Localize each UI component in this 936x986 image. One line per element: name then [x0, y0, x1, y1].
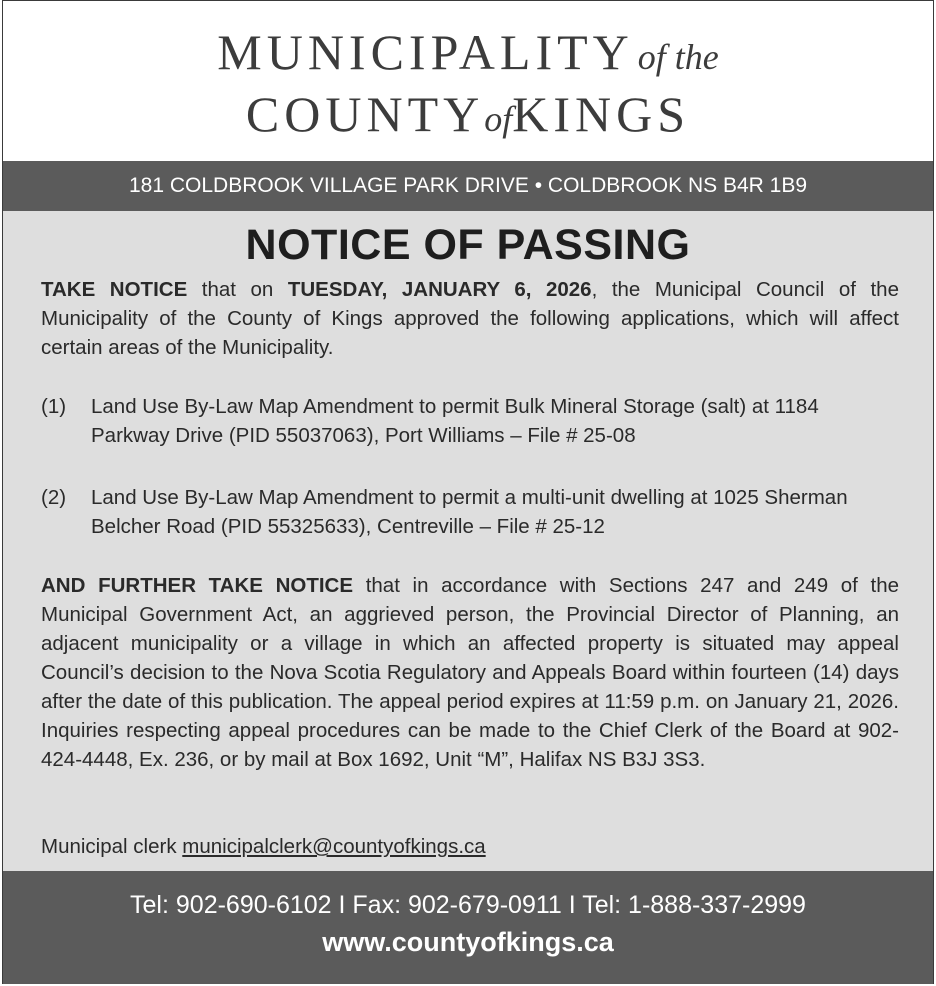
clerk-email-link[interactable]: municipalclerk@countyofkings.ca — [182, 835, 486, 858]
item-text: Land Use By-Law Map Amendment to permit a multi-unit dwelling at 1025 Sherman Belcher Road (PID 55325633), Centreville – File # 25-12 — [91, 486, 848, 538]
logo-municipality: MUNICIPALITY — [217, 24, 634, 80]
item-number: (1) — [41, 395, 67, 418]
intro-lead: TAKE NOTICE — [41, 278, 188, 301]
item-text: Land Use By-Law Map Amendment to permit Bulk Mineral Storage (salt) at 1184 Parkway Drive (PID 55037063), Port Williams – File # 25-08 — [91, 395, 819, 447]
meeting-date: TUESDAY, JANUARY 6, 2026 — [287, 278, 592, 301]
logo-of-the: of the — [637, 37, 719, 77]
footer-website[interactable]: www.countyofkings.ca — [322, 927, 614, 957]
logo-kings: KINGS — [512, 86, 691, 142]
intro-text-1: that on — [187, 278, 288, 301]
clerk-contact — [41, 832, 486, 861]
logo-line-1 — [3, 23, 933, 81]
appeal-paragraph — [41, 571, 899, 774]
intro-text-2: , the Municipal Council of the Municipality of the County of Kings approved the following applications, which will affect certain areas of the Municipality. — [41, 278, 899, 359]
clerk-label: Municipal clerk — [41, 835, 183, 858]
notice-frame — [2, 0, 934, 984]
logo-county: COUNTY — [245, 86, 485, 142]
logo-line-2 — [3, 85, 933, 143]
further-lead: AND FURTHER TAKE NOTICE — [41, 574, 354, 597]
logo-of: of — [484, 99, 513, 139]
intro-paragraph — [41, 275, 899, 362]
footer-band — [3, 871, 933, 984]
further-text: that in accordance with Sections 247 and 249 of the Municipal Government Act, an aggrieved person, the Provincial Director of Planning, an adjacent municipality or a village in which an affected property is situated may appeal Council’s decision to the Nova Scotia Regulatory and Appeals Board within fourteen (14) days after the date of this publication. The appeal period expires at 11:59 p.m. on January 21, 2026. Inquiries respecting appeal procedures can be made to the Chief Clerk of the Board at 902-424-4448, Ex. 236, or by mail at Box 1692, Unit “M”, Halifax NS B3J 3S3. — [41, 574, 900, 771]
municipality-logo — [3, 1, 933, 161]
footer-phones: Tel: 902-690-6102 I Fax: 902-679-0911 I Tel: 1-888-337-2999 — [130, 891, 806, 919]
notice-title: NOTICE OF PASSING — [245, 221, 691, 269]
item-number: (2) — [41, 486, 67, 509]
address-band: 181 COLDBROOK VILLAGE PARK DRIVE • COLDBROOK NS B4R 1B9 — [3, 161, 933, 211]
